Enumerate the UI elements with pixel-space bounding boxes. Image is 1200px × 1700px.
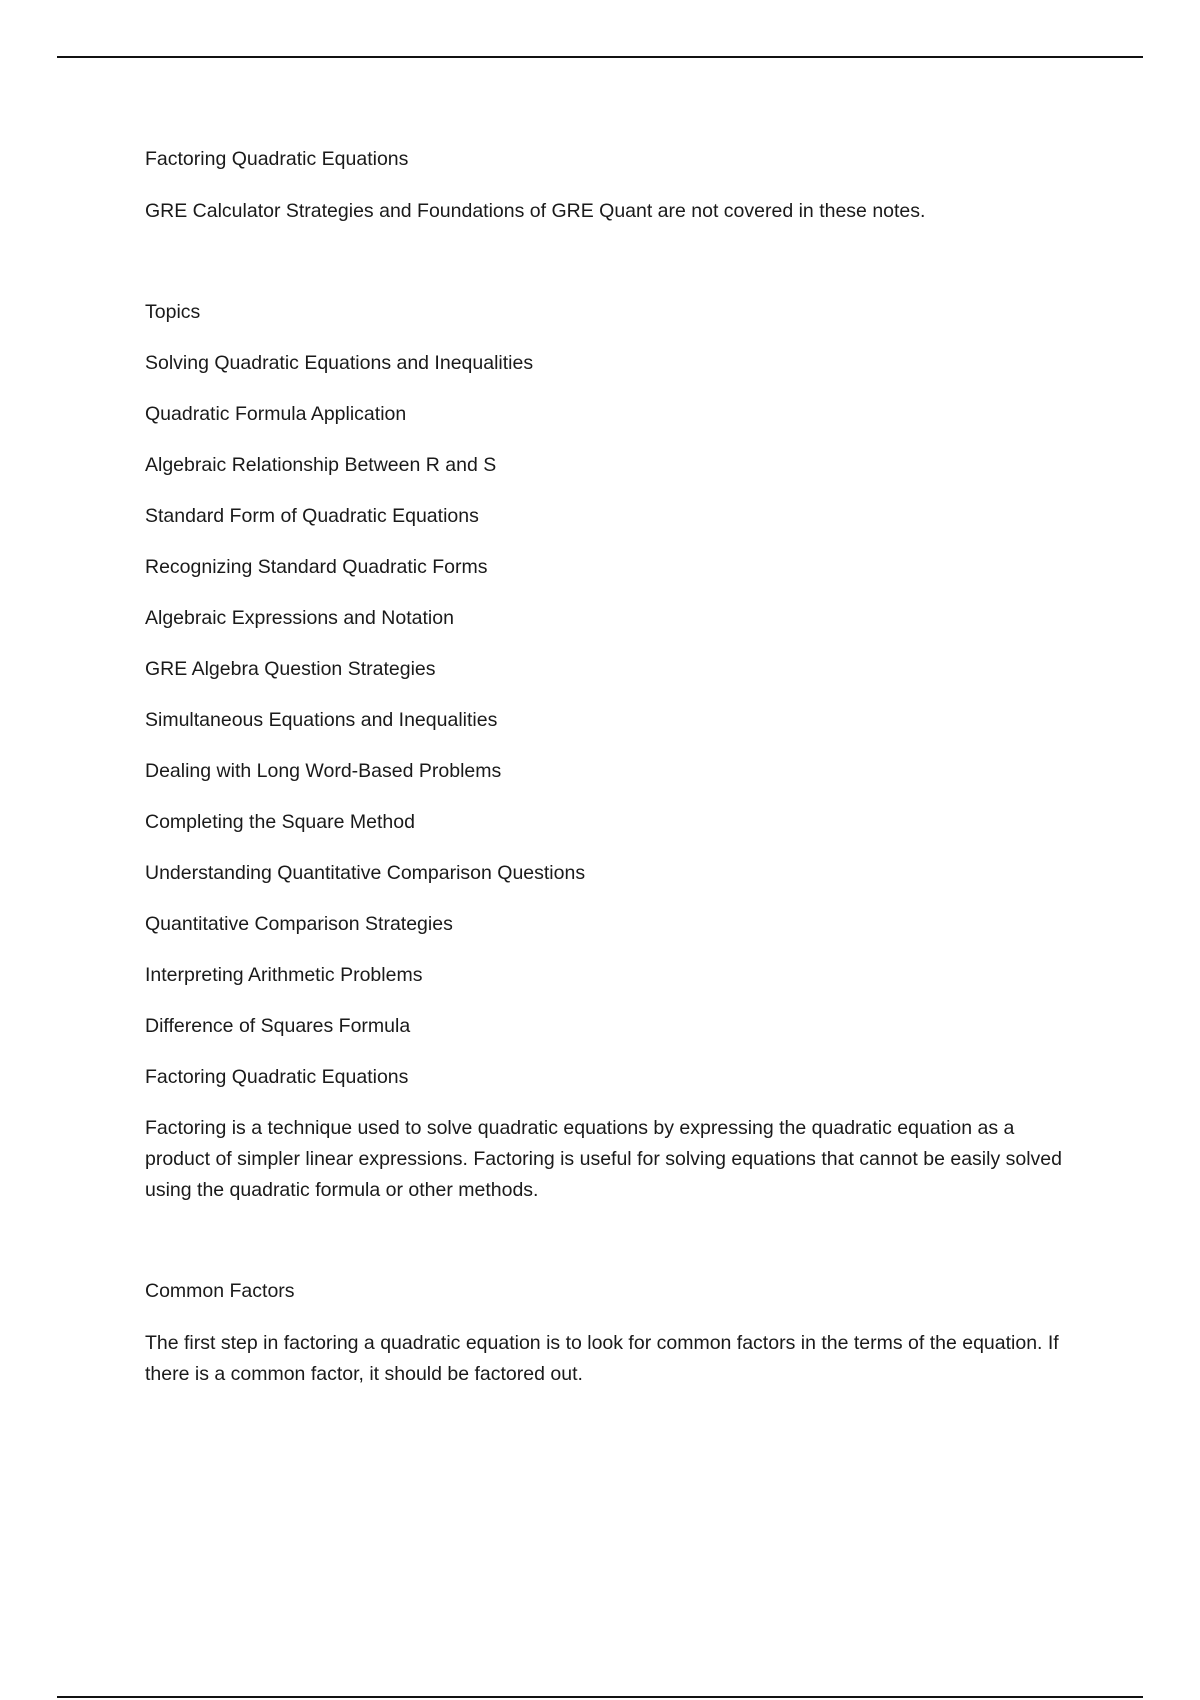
document-title: Factoring Quadratic Equations	[145, 148, 409, 170]
topic-item: Difference of Squares Formula	[145, 1015, 411, 1037]
topic-item: Quadratic Formula Application	[145, 403, 407, 425]
spacer	[145, 1227, 1065, 1276]
common-factors-heading: Common Factors	[145, 1280, 295, 1302]
topic-item: Algebraic Relationship Between R and S	[145, 454, 497, 476]
factoring-paragraph: Factoring is a technique used to solve quadratic equations by expressing the quadratic equation as a product of simpler linear expressions. Factoring is useful for solving equations that cannot be easily solved using the quadratic formula or other methods.	[145, 1117, 1062, 1201]
common-factors-paragraph: The first step in factoring a quadratic equation is to look for common factors in the terms of the equation. If there is a common factor, it should be factored out.	[145, 1332, 1059, 1385]
topic-item: Recognizing Standard Quadratic Forms	[145, 556, 488, 578]
intro-note: GRE Calculator Strategies and Foundations of GRE Quant are not covered in these notes.	[145, 200, 926, 222]
topic-item: GRE Algebra Question Strategies	[145, 658, 436, 680]
topic-item: Standard Form of Quadratic Equations	[145, 505, 479, 527]
topic-item: Solving Quadratic Equations and Inequalities	[145, 352, 534, 374]
topic-item: Completing the Square Method	[145, 811, 415, 833]
topics-list	[145, 348, 1065, 1093]
topics-heading: Topics	[145, 301, 201, 323]
topic-item: Quantitative Comparison Strategies	[145, 913, 453, 935]
header-rule	[57, 56, 1143, 58]
topic-item: Interpreting Arithmetic Problems	[145, 964, 423, 986]
topic-item: Factoring Quadratic Equations	[145, 1066, 409, 1088]
topic-item: Dealing with Long Word-Based Problems	[145, 760, 502, 782]
topic-item: Simultaneous Equations and Inequalities	[145, 709, 498, 731]
topic-item: Algebraic Expressions and Notation	[145, 607, 454, 629]
topic-item: Understanding Quantitative Comparison Questions	[145, 862, 586, 884]
document-body	[145, 144, 1065, 1411]
footer-rule	[57, 1696, 1143, 1698]
spacer	[145, 248, 1065, 297]
